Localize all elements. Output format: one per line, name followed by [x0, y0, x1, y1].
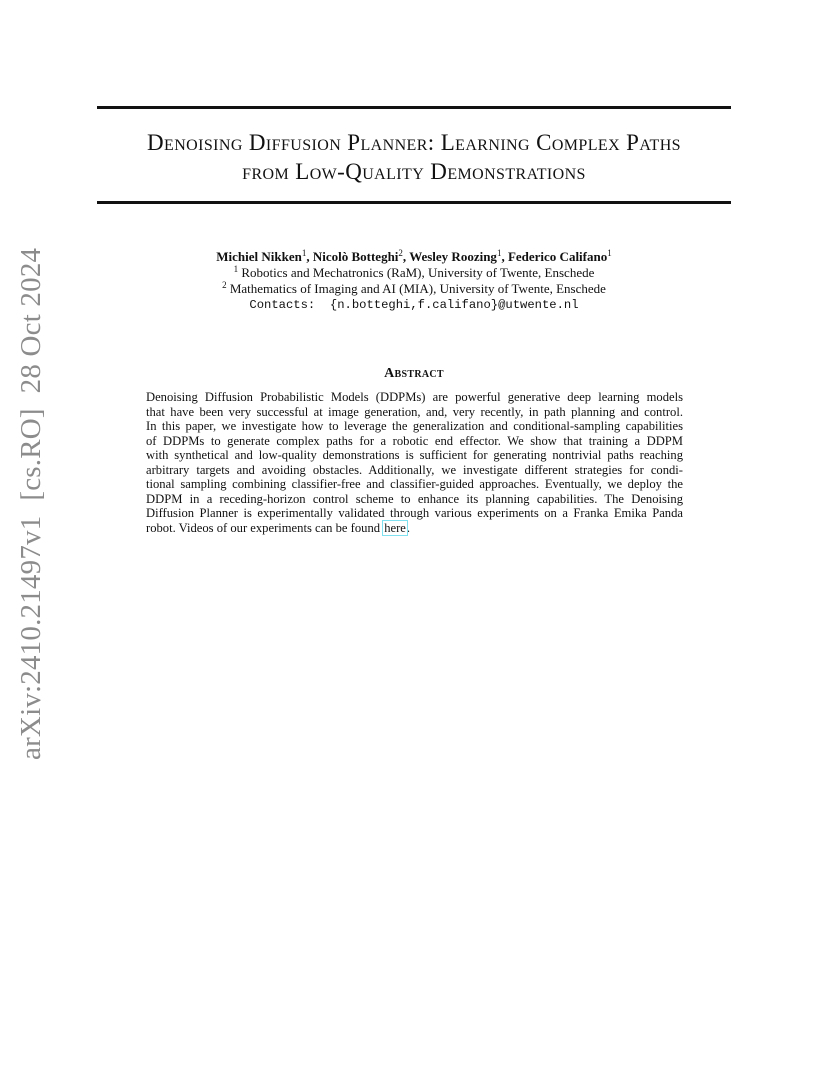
abstract-heading: Abstract	[384, 366, 444, 381]
affiliation-text: Robotics and Mechatronics (RaM), University of Twente, Enschede	[241, 265, 595, 280]
arxiv-side-stamp: arXiv:2410.21497v1 [cs.RO] 28 Oct 2024	[15, 247, 47, 760]
abstract-line: arbitrary targets and avoiding obstacles. Additionally, we investigate different strategies for condi-	[146, 462, 683, 477]
author-list: Michiel Nikken$^1$, Nicolò Botteghi$^2$, Wesley Roozing$^1$, Federico Califano$^1$	[216, 248, 612, 264]
author-affiliation-mark: 2	[398, 248, 403, 258]
author-name: Federico Califano	[507, 249, 608, 264]
affiliation-number: 2	[222, 280, 227, 290]
abstract-line: tional sampling combining classifier-free and classifier-guided approaches. Eventually, we deploy the	[146, 477, 683, 491]
abstract-line: with synthetical and low-quality demonstrations is sufficient for generating nontrivial paths reaching	[146, 448, 683, 462]
affiliation-1	[90, 265, 738, 281]
paper-title	[90, 128, 738, 186]
affiliation-number: 1	[233, 264, 239, 274]
abstract-line: Denoising Diffusion Probabilistic Models (DDPMs) are powerful generative deep learning models	[146, 390, 683, 404]
abstract-last-line-end: .	[406, 520, 411, 535]
author-block	[90, 249, 738, 313]
videos-link[interactable]: here	[384, 520, 406, 535]
author-affiliation-mark: 1	[496, 248, 502, 258]
author-affiliation-mark: 1	[607, 248, 612, 258]
abstract-line: of DDPMs to generate complex paths for a robotic end effector. We show that training a DDPM	[146, 433, 683, 448]
author-name: Nicolò Botteghi	[312, 249, 399, 264]
affiliation-2	[90, 281, 738, 297]
contacts-email[interactable]: {n.botteghi,f.califano}@utwente.nl	[329, 298, 579, 312]
paper-title-line-2: from Low-Quality Demonstrations	[242, 159, 586, 184]
abstract-line: Diffusion Planner is experimentally validated through various experiments on a Franka Emika Panda	[146, 506, 683, 520]
author-name: Michiel Nikken	[216, 249, 302, 264]
author-name: Wesley Roozing	[409, 249, 497, 264]
abstract-body	[146, 390, 683, 535]
abstract-last-line-text: robot. Videos of our experiments can be found	[146, 520, 384, 535]
affiliation-text: Mathematics of Imaging and AI (MIA), University of Twente, Enschede	[229, 281, 606, 296]
abstract-last-line	[146, 521, 683, 536]
contacts-label: Contacts:	[249, 298, 316, 312]
abstract-line: In this paper, we investigate how to leverage the generalization and conditional-sampling capabilities	[146, 419, 683, 433]
author-affiliation-mark: 1	[301, 248, 307, 258]
title-top-rule	[97, 106, 731, 109]
abstract-line: DDPM in a receding-horizon control scheme to enhance its planning capabilities. The Denoising	[146, 491, 683, 506]
abstract-line: that have been very successful at image generation, and, very recently, in path planning and control.	[146, 404, 683, 419]
contacts-line	[90, 297, 738, 313]
title-bottom-rule	[97, 201, 731, 204]
paper-title-line-1: Denoising Diffusion Planner: Learning Complex Paths	[147, 130, 681, 155]
